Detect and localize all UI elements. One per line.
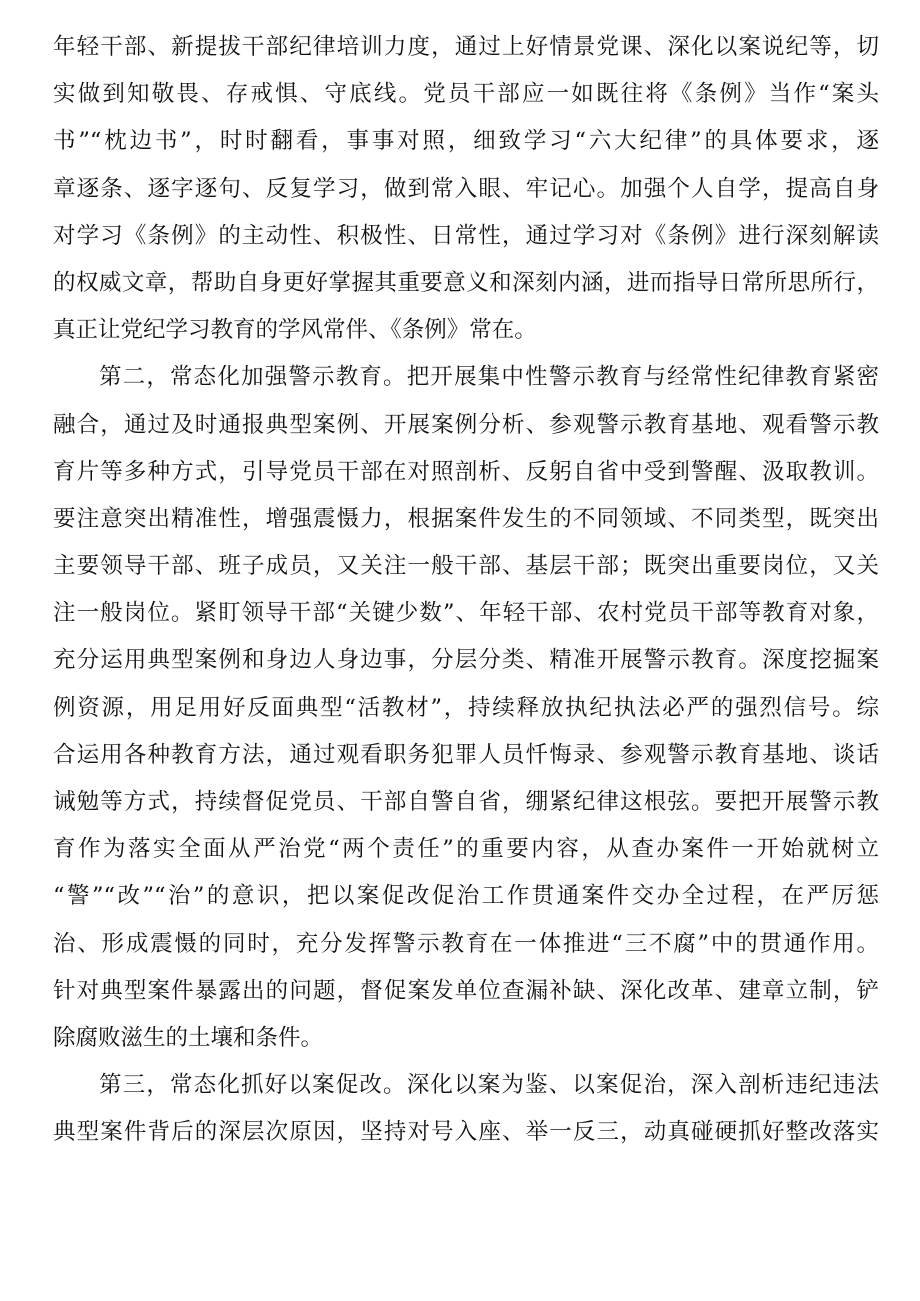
paragraph-third-case-rectification bbox=[53, 1062, 879, 1156]
text-line: 融合，通过及时通报典型案例、开展案例分析、参观警示教育基地、观看警示教 bbox=[53, 411, 879, 438]
text-line: 合运用各种教育方法，通过观看职务犯罪人员忏悔录、参观警示教育基地、谈话 bbox=[53, 741, 879, 768]
text-line: 书”“枕边书”，时时翻看，事事对照，细致学习“六大纪律”的具体要求，逐 bbox=[53, 128, 879, 155]
text-line: “警”“改”“治”的意识，把以案促改促治工作贯通案件交办全过程，在严厉惩 bbox=[53, 883, 879, 910]
text-line: 注一般岗位。紧盯领导干部“关键少数”、年轻干部、农村党员干部等教育对象， bbox=[53, 600, 879, 627]
document-body bbox=[53, 24, 879, 1157]
text-line: 年轻干部、新提拔干部纪律培训力度，通过上好情景党课、深化以案说纪等，切 bbox=[53, 34, 879, 60]
text-line: 充分运用典型案例和身边人身边事，分层分类、精准开展警示教育。深度挖掘案 bbox=[53, 647, 879, 674]
text-line: 治、形成震慑的同时，充分发挥警示教育在一体推进“三不腐”中的贯通作用。 bbox=[53, 930, 879, 957]
text-line: 主要领导干部、班子成员，又关注一般干部、基层干部；既突出重要岗位，又关 bbox=[53, 553, 879, 580]
text-line: 要注意突出精准性，增强震慑力，根据案件发生的不同领域、不同类型，既突出 bbox=[53, 505, 879, 532]
text-line: 章逐条、逐字逐句、反复学习，做到常入眼、牢记心。加强个人自学，提高自身 bbox=[53, 175, 879, 202]
text-line: 的权威文章，帮助自身更好掌握其重要意义和深刻内涵，进而指导日常所思所行， bbox=[53, 269, 879, 296]
text-line: 第三，常态化抓好以案促改。深化以案为鉴、以案促治，深入剖析违纪违法 bbox=[99, 1072, 879, 1099]
paragraph-continued bbox=[53, 24, 879, 354]
text-line: 育作为落实全面从严治党“两个责任”的重要内容，从查办案件一开始就树立 bbox=[53, 836, 879, 863]
text-line: 真正让党纪学习教育的学风常伴、《条例》常在。 bbox=[53, 317, 537, 344]
text-line: 实做到知敬畏、存戒惧、守底线。党员干部应一如既往将《条例》当作“案头 bbox=[53, 81, 879, 108]
paragraph-second-warning-education bbox=[53, 354, 879, 1062]
text-line: 对学习《条例》的主动性、积极性、日常性，通过学习对《条例》进行深刻解读 bbox=[53, 222, 879, 249]
text-line: 例资源，用足用好反面典型“活教材”，持续释放执纪执法必严的强烈信号。综 bbox=[53, 694, 879, 721]
text-line: 第二，常态化加强警示教育。把开展集中性警示教育与经常性纪律教育紧密 bbox=[99, 364, 879, 391]
text-line: 诫勉等方式，持续督促党员、干部自警自省，绷紧纪律这根弦。要把开展警示教 bbox=[53, 789, 879, 815]
text-line: 除腐败滋生的土壤和条件。 bbox=[53, 1024, 324, 1051]
text-line: 针对典型案件暴露出的问题，督促案发单位查漏补缺、深化改革、建章立制，铲 bbox=[53, 977, 879, 1004]
text-line: 典型案件背后的深层次原因，坚持对号入座、举一反三，动真碰硬抓好整改落实 bbox=[53, 1119, 879, 1146]
text-line: 育片等多种方式，引导党员干部在对照剖析、反躬自省中受到警醒、汲取教训。 bbox=[53, 458, 879, 485]
